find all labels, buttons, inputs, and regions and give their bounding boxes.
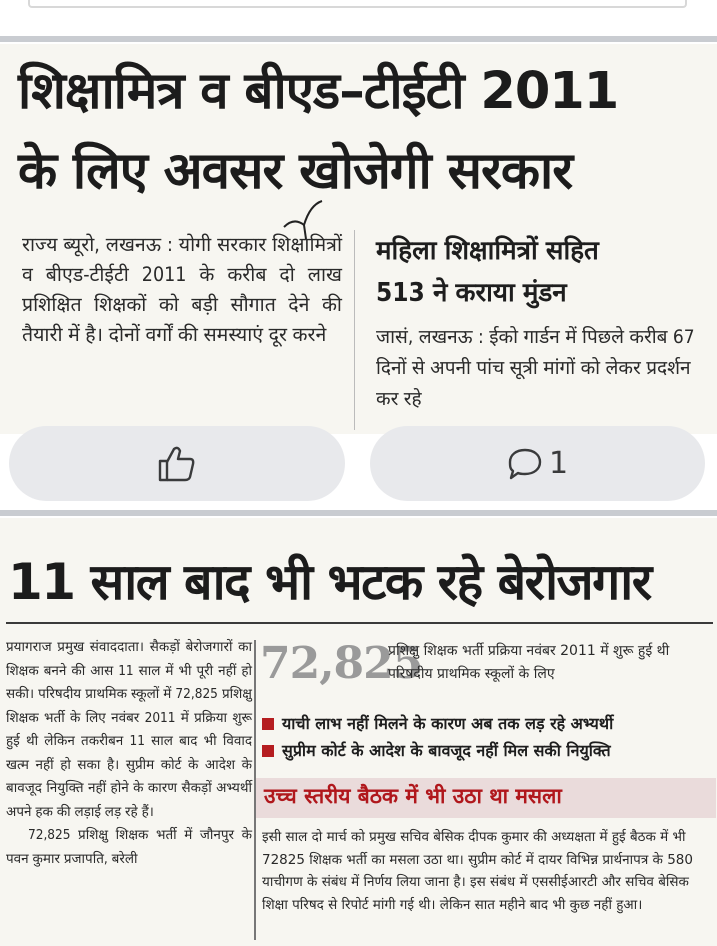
bullet-square-icon xyxy=(262,745,274,757)
headline-line-2: के लिए अवसर खोजेगी सरकार xyxy=(18,142,573,201)
headline-line-1: शिक्षामित्र व बीएड–टीईटी 2011 xyxy=(18,62,619,121)
comment-button[interactable] xyxy=(370,426,705,501)
headline: 11 साल बाद भी भटक रहे बेरोजगार xyxy=(8,553,651,611)
article-body-left xyxy=(22,230,342,350)
feed-separator xyxy=(0,510,717,516)
bullet-item: याची लाभ नहीं मिलने के कारण अब तक लड़ रहे अभ्यर्थी xyxy=(262,710,712,737)
article-paragraph: 72,825 प्रशिक्षु शिक्षक भर्ती में जौनपुर के पवन कुमार प्रजापति, बरेली xyxy=(6,827,252,867)
bullet-square-icon xyxy=(262,718,274,730)
article-text: राज्य ब्यूरो, लखनऊ : योगी सरकार शिक्षामित्रों व बीएड-टीईटी 2011 के करीब दो लाख प्रशिक्षित शिक्षकों को बड़ी सौगात देने की तैयारी में है। दोनों वर्गों की समस्याएं दूर करने xyxy=(22,233,342,346)
bullet-list xyxy=(262,710,712,764)
comment-count: 1 xyxy=(548,446,569,481)
sub-headline-line-1: महिला शिक्षामित्रों सहित xyxy=(376,236,599,266)
info-box xyxy=(256,636,716,946)
sub-article-text: जासं, लखनऊ : ईको गार्डन में पिछले करीब 67 दिनों से अपनी पांच सूत्री मांगों को लेकर प्रदर्शन कर रहे xyxy=(376,326,695,410)
sub-headline-line-2: 513 ने कराया मुंडन xyxy=(376,278,567,308)
article-paragraph: प्रयागराज प्रमुख संवाददाता। सैकड़ों बेरोजगारों का शिक्षक बनने की आस 11 साल में भी पूरी नहीं हो सकी। परिषदीय प्राथमिक स्कूलों में 72,825 प्रशिक्षु शिक्षक भर्ती के लिए नवंबर 2011 में प्रक्रिया शुरू हुई थी लेकिन तकरीबन 11 साल बाद भी विवाद खत्म नहीं हो सका है। सुप्रीम कोर्ट के आदेश के बावजूद नियुक्ति नहीं होने के कारण सैकड़ों अभ्यर्थी अपने हक की लड़ाई लड़ रहे हैं। xyxy=(6,639,252,820)
previous-post-edge xyxy=(0,0,717,30)
comment-icon xyxy=(507,447,543,481)
article-body-right xyxy=(376,230,706,415)
feed-separator xyxy=(0,36,717,42)
thumbs-up-icon xyxy=(157,445,197,483)
headline-rule xyxy=(6,622,713,624)
highlight-caption: प्रशिक्षु शिक्षक भर्ती प्रक्रिया नवंबर 2011 में शुरू हुई थी परिषदीय प्राथमिक स्कूलों के लिए xyxy=(388,643,670,682)
like-button[interactable] xyxy=(9,426,345,501)
article-body-left xyxy=(6,636,252,871)
headline xyxy=(18,52,708,212)
column-divider xyxy=(354,230,355,430)
post-image-2[interactable] xyxy=(0,518,717,946)
highlight-number: 72,825 xyxy=(260,638,423,689)
subheading-band xyxy=(256,778,716,818)
subheading: उच्च स्तरीय बैठक में भी उठा था मसला xyxy=(264,784,562,808)
post-image-1[interactable] xyxy=(0,44,717,434)
bullet-item: सुप्रीम कोर्ट के आदेश के बावजूद नहीं मिल सकी नियुक्ति xyxy=(262,737,712,764)
subheading-paragraph: इसी साल दो मार्च को प्रमुख सचिव बेसिक दीपक कुमार की अध्यक्षता में हुई बैठक में भी 72825 शिक्षक भर्ती का मसला उठा था। सुप्रीम कोर्ट में दायर विभिन्न प्रार्थनापत्र के 580 याचीगण के संबंध में निर्णय लिया जाना है। इस संबंध में एससीईआरटी और सचिव बेसिक शिक्षा परिषद से रिपोर्ट मांगी गई थी। लेकिन सात महीने बाद भी कुछ नहीं हुआ। xyxy=(262,829,693,913)
